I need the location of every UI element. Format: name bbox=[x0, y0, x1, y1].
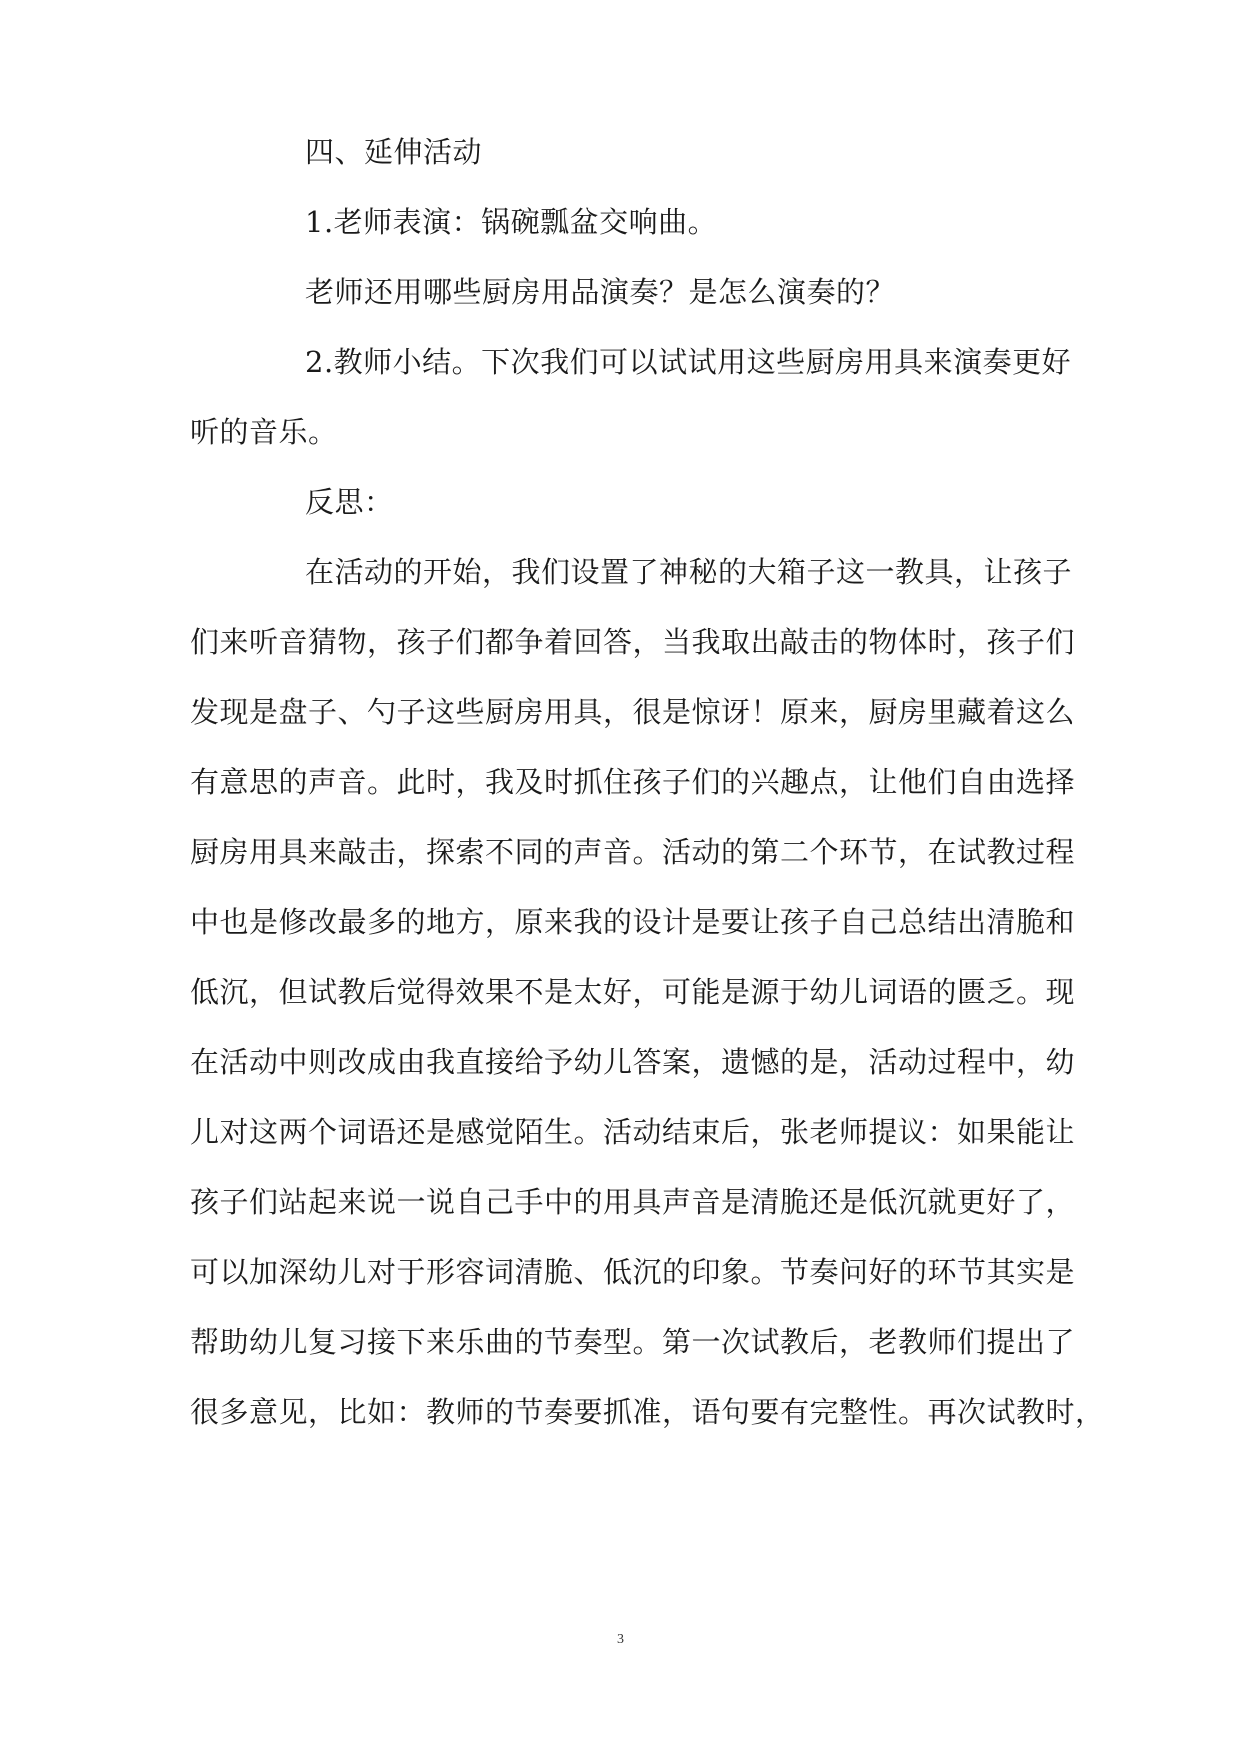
paragraph-line: 帮助幼儿复习接下来乐曲的节奏型。第一次试教后，老教师们提出了 bbox=[190, 1325, 1076, 1359]
paragraph-line: 很多意见，比如：教师的节奏要抓准，语句要有完整性。再次试教时， bbox=[190, 1395, 1105, 1429]
paragraph-line: 孩子们站起来说一说自己手中的用具声音是清脆还是低沉就更好了， bbox=[190, 1185, 1076, 1219]
paragraph-line: 们来听音猜物，孩子们都争着回答，当我取出敲击的物体时，孩子们 bbox=[190, 625, 1076, 659]
paragraph-line: 在活动中则改成由我直接给予幼儿答案，遗憾的是，活动过程中，幼 bbox=[190, 1045, 1076, 1079]
paragraph-line: 有意思的声音。此时，我及时抓住孩子们的兴趣点，让他们自由选择 bbox=[190, 765, 1076, 799]
paragraph-line: 儿对这两个词语还是感觉陌生。活动结束后，张老师提议：如果能让 bbox=[190, 1115, 1076, 1149]
paragraph-line: 厨房用具来敲击，探索不同的声音。活动的第二个环节，在试教过程 bbox=[190, 835, 1076, 869]
paragraph-line: 2.教师小结。下次我们可以试试用这些厨房用具来演奏更好 bbox=[305, 345, 1072, 379]
paragraph-line: 中也是修改最多的地方，原来我的设计是要让孩子自己总结出清脆和 bbox=[190, 905, 1076, 939]
paragraph-line: 老师还用哪些厨房用品演奏？是怎么演奏的？ bbox=[305, 275, 896, 309]
paragraph-line: 发现是盘子、勺子这些厨房用具，很是惊讶！原来，厨房里藏着这么 bbox=[190, 695, 1076, 729]
paragraph-line: 低沉，但试教后觉得效果不是太好，可能是源于幼儿词语的匮乏。现 bbox=[190, 975, 1076, 1009]
paragraph-line: 1.老师表演：锅碗瓢盆交响曲。 bbox=[305, 205, 718, 239]
paragraph-line: 听的音乐。 bbox=[190, 415, 338, 449]
paragraph-line: 在活动的开始，我们设置了神秘的大箱子这一教具，让孩子 bbox=[305, 555, 1073, 589]
section-heading: 四、延伸活动 bbox=[305, 135, 483, 169]
page-number: 3 bbox=[617, 1632, 624, 1647]
paragraph-line: 可以加深幼儿对于形容词清脆、低沉的印象。节奏问好的环节其实是 bbox=[190, 1255, 1076, 1289]
subheading: 反思： bbox=[305, 485, 394, 519]
